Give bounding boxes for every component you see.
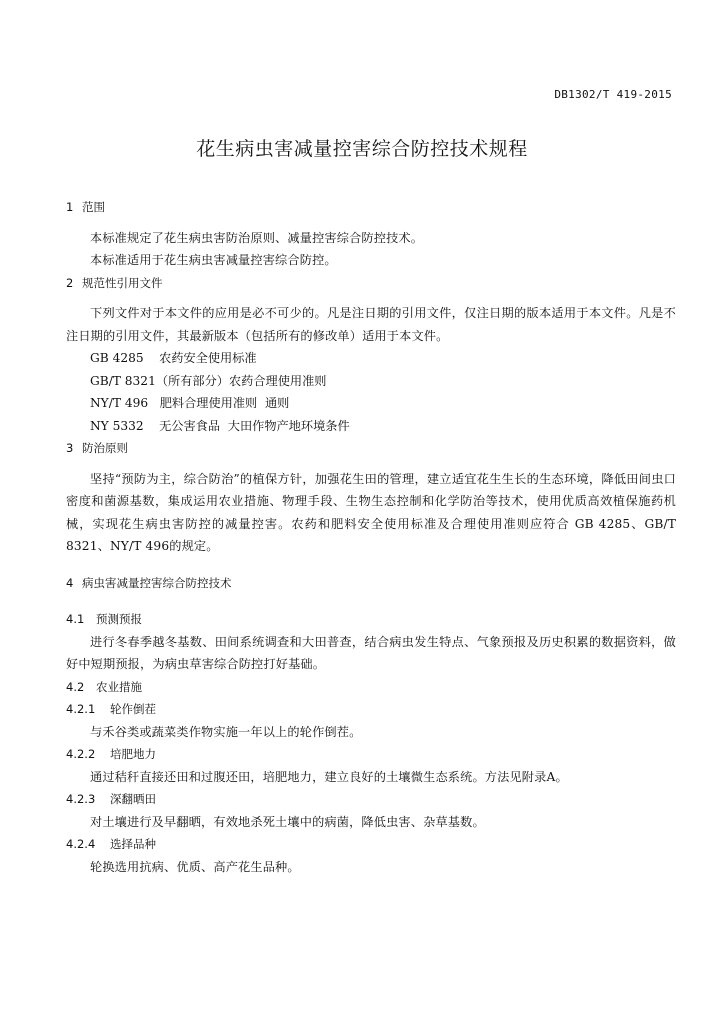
section-heading-1 [66,196,676,219]
paragraph: 本标准适用于花生病虫害减量控害综合防控。 [90,253,337,267]
subsection-title: 预测预报 [96,612,142,626]
paragraph: 与禾谷类或蔬菜类作物实施一年以上的轮作倒茬。 [90,724,362,739]
subsubsection-number: 4.2.2 [66,747,96,761]
subsubsection-title: 培肥地力 [110,747,156,761]
subsubsection-title: 深翻晒田 [110,792,156,806]
document-body [66,196,676,878]
subsection-heading [66,676,676,699]
section-heading-4 [66,572,676,595]
subsubsection-title: 选择品种 [110,837,156,851]
section-number: 3 [66,441,74,455]
subsection-number: 4.2 [66,679,85,694]
subsubsection-heading [66,698,676,721]
paragraph: 通过秸秆直接还田和过腹还田，培肥地力，建立良好的土壤微生态系统。方法见附录A。 [90,769,568,784]
subsubsection-heading [66,743,676,766]
subsubsection-heading [66,788,676,811]
section-heading-2 [66,272,676,295]
reference-item: NY 5332 无公害食品 大田作物产地环境条件 [90,418,350,433]
paragraph: 下列文件对于本文件的应用是必不可少的。凡是注日期的引用文件，仅注日期的版本适用于本文件。凡是不注日期的引用文件，其最新版本（包括所有的修改单）适用于本文件。 [66,306,676,343]
section-title: 范围 [82,200,105,214]
paragraph: 轮换选用抗病、优质、高产花生品种。 [90,859,300,874]
subsection-heading [66,608,676,631]
subsection-number: 4.1 [66,612,85,626]
subsubsection-title: 轮作倒茬 [110,702,156,716]
section-number: 1 [66,200,74,214]
reference-item: GB 4285 农药安全使用标准 [90,351,257,365]
section-number: 4 [66,575,74,590]
paragraph: 进行冬春季越冬基数、田间系统调查和大田普查，结合病虫发生特点、气象预报及历史积累的数据资料，做好中短期预报，为病虫草害综合防控打好基础。 [66,634,676,671]
subsubsection-number: 4.2.4 [66,837,96,851]
subsubsection-heading [66,833,676,856]
paragraph: 对土壤进行及早翻晒，有效地杀死土壤中的病菌，降低虫害、杂草基数。 [90,814,485,829]
subsection-title: 农业措施 [96,679,142,694]
paragraph: 本标准规定了花生病虫害防治原则、减量控害综合防控技术。 [90,230,424,245]
reference-item: GB/T 8321（所有部分）农药合理使用准则 [90,373,327,388]
section-title: 病虫害减量控害综合防控技术 [82,575,232,590]
paragraph: 坚持“预防为主，综合防治”的植保方针，加强花生田的管理，建立适宜花生生长的生态环境，降低田间虫口密度和菌源基数，集成运用农业措施、物理手段、生物生态控制和化学防治等技术，使用优质高效植保施药机械，实现花生病虫害防控的减量控害。农药和肥料安全使用标准及合理使用准则应符合 GB 4285、GB/T 8321、NY/T 496的规定。 [66,471,676,553]
subsubsection-number: 4.2.3 [66,792,96,806]
section-heading-3 [66,437,676,460]
section-title: 规范性引用文件 [82,275,163,290]
section-title: 防治原则 [82,441,128,455]
section-number: 2 [66,275,74,290]
reference-item: NY/T 496 肥料合理使用准则 通则 [90,396,290,410]
subsubsection-number: 4.2.1 [66,702,96,716]
document-title: 花生病虫害减量控害综合防控技术规程 [196,138,528,160]
document-code: DB1302/T 419-2015 [554,88,672,101]
